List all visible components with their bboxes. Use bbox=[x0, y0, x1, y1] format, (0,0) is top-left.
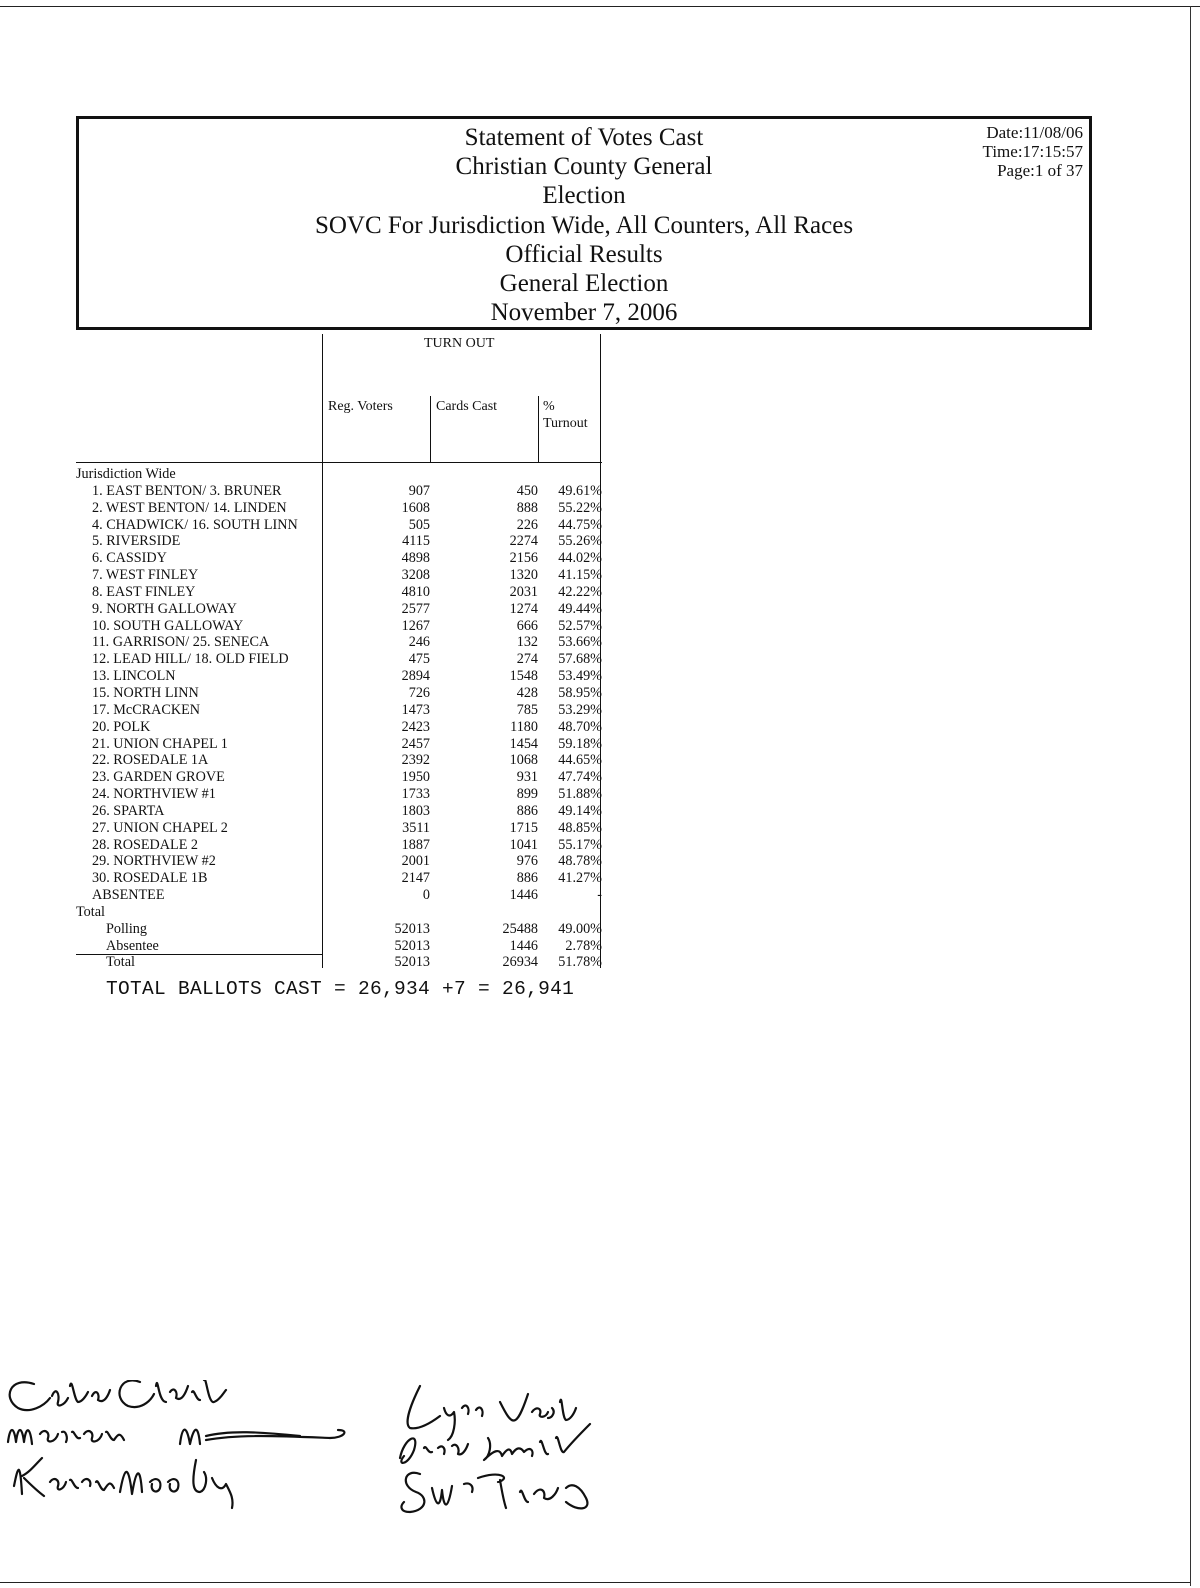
reg-voters-cell: 1733 bbox=[401, 786, 430, 803]
signature-karen bbox=[14, 1458, 233, 1508]
reg-voters-cell: 2577 bbox=[401, 600, 430, 617]
cards-cast-cell: 428 bbox=[516, 684, 538, 701]
table-row bbox=[76, 651, 610, 668]
precinct-name: 21. UNION CHAPEL 1 bbox=[92, 735, 228, 752]
cards-cast-cell: 886 bbox=[516, 870, 538, 887]
cards-cast-cell: 25488 bbox=[502, 920, 538, 937]
table-row bbox=[76, 668, 610, 685]
turnout-cell: 53.66% bbox=[558, 634, 602, 651]
table-row bbox=[76, 533, 610, 550]
precinct-name: 10. SOUTH GALLOWAY bbox=[92, 617, 244, 634]
table-row bbox=[76, 500, 610, 517]
cards-cast-cell: 888 bbox=[516, 499, 538, 516]
precinct-name: 8. EAST FINLEY bbox=[92, 583, 196, 600]
turnout-cell: 55.17% bbox=[558, 836, 602, 853]
turnout-cell: 41.15% bbox=[558, 567, 602, 584]
table-row bbox=[76, 786, 610, 803]
cards-cast-cell: 886 bbox=[516, 802, 538, 819]
totals-row bbox=[76, 921, 610, 938]
precinct-name: 22. ROSEDALE 1A bbox=[92, 752, 209, 769]
divider bbox=[430, 396, 431, 462]
turnout-cell: 57.68% bbox=[558, 651, 602, 668]
turnout-cell: 49.00% bbox=[558, 920, 602, 937]
cards-cast-cell: 666 bbox=[516, 617, 538, 634]
reg-voters-cell: 1267 bbox=[401, 617, 430, 634]
divider bbox=[322, 334, 323, 462]
precinct-name: 29. NORTHVIEW #2 bbox=[92, 853, 216, 870]
table-row bbox=[76, 634, 610, 651]
section-label-row bbox=[76, 466, 610, 483]
turnout-cell: - bbox=[597, 887, 602, 904]
precinct-name: 23. GARDEN GROVE bbox=[92, 769, 225, 786]
report-page: Page:1 of 37 bbox=[997, 161, 1083, 180]
reg-voters-cell: 246 bbox=[408, 634, 430, 651]
precinct-name: Polling bbox=[106, 920, 147, 937]
cards-cast-cell: 1068 bbox=[509, 752, 538, 769]
turnout-cell: 44.75% bbox=[558, 516, 602, 533]
turnout-cell: 49.14% bbox=[558, 802, 602, 819]
turnout-cell: 52.57% bbox=[558, 617, 602, 634]
cards-cast-cell: 899 bbox=[516, 786, 538, 803]
cards-cast-cell: 1446 bbox=[509, 937, 538, 954]
header-rule bbox=[76, 462, 602, 463]
cards-cast-cell: 1320 bbox=[509, 567, 538, 584]
total-ballots-note: TOTAL BALLOTS CAST = 26,934 +7 = 26,941 bbox=[106, 978, 575, 1000]
title-line: SOVC For Jurisdiction Wide, All Counters, All Races bbox=[314, 211, 854, 239]
turnout-cell: 55.22% bbox=[558, 499, 602, 516]
totals-label-row bbox=[76, 904, 610, 921]
title-line: November 7, 2006 bbox=[490, 299, 678, 327]
precinct-name: 12. LEAD HILL/ 18. OLD FIELD bbox=[92, 651, 289, 668]
precinct-name: 6. CASSIDY bbox=[92, 550, 167, 567]
precinct-name: 30. ROSEDALE 1B bbox=[92, 870, 208, 887]
page-right-edge bbox=[1190, 6, 1191, 1586]
cards-cast-cell: 274 bbox=[516, 651, 538, 668]
precinct-name: Absentee bbox=[106, 937, 159, 954]
precinct-name: 2. WEST BENTON/ 14. LINDEN bbox=[92, 499, 287, 516]
turnout-cell: 51.78% bbox=[558, 954, 602, 971]
reg-voters-cell: 907 bbox=[408, 482, 430, 499]
cards-cast-cell: 2274 bbox=[509, 533, 538, 550]
turnout-cell: 49.61% bbox=[558, 482, 602, 499]
page-bottom-edge bbox=[0, 1582, 1190, 1583]
turnout-word-header: Turnout bbox=[543, 416, 588, 431]
cards-cast-cell: 1274 bbox=[509, 600, 538, 617]
table-row bbox=[76, 837, 610, 854]
page-top-edge bbox=[0, 6, 1200, 7]
reg-voters-cell: 1608 bbox=[401, 499, 430, 516]
table-row bbox=[76, 618, 610, 635]
title-line: Statement of Votes Cast bbox=[464, 124, 704, 151]
precinct-name: 1. EAST BENTON/ 3. BRUNER bbox=[92, 482, 282, 499]
report-header bbox=[76, 116, 1092, 330]
signature-carla bbox=[10, 1380, 226, 1410]
table-row bbox=[76, 567, 610, 584]
reg-voters-cell: 1803 bbox=[401, 802, 430, 819]
cards-cast-cell: 785 bbox=[516, 701, 538, 718]
cards-cast-cell: 976 bbox=[516, 853, 538, 870]
reg-voters-cell: 2147 bbox=[401, 870, 430, 887]
reg-voters-cell: 726 bbox=[408, 684, 430, 701]
turnout-cell: 41.27% bbox=[558, 870, 602, 887]
section-label: Jurisdiction Wide bbox=[76, 466, 176, 482]
cards-cast-cell: 2031 bbox=[509, 583, 538, 600]
precinct-name: 28. ROSEDALE 2 bbox=[92, 836, 199, 853]
reg-voters-cell: 505 bbox=[408, 516, 430, 533]
reg-voters-cell: 2423 bbox=[401, 718, 430, 735]
cards-cast-cell: 1180 bbox=[510, 718, 538, 735]
title-line: Election bbox=[542, 182, 626, 210]
table-row bbox=[76, 601, 610, 618]
report-meta bbox=[983, 123, 1083, 180]
precinct-name: 24. NORTHVIEW #1 bbox=[92, 786, 216, 803]
precinct-name: 13. LINCOLN bbox=[92, 668, 176, 685]
cards-cast-cell: 931 bbox=[516, 769, 538, 786]
signature-marian bbox=[8, 1430, 344, 1444]
totals-row bbox=[76, 954, 610, 971]
cards-cast-header: Cards Cast bbox=[436, 399, 498, 414]
cards-cast-cell: 2156 bbox=[509, 550, 538, 567]
precinct-name: 9. NORTH GALLOWAY bbox=[92, 600, 237, 617]
turnout-cell: 48.78% bbox=[558, 853, 602, 870]
reg-voters-cell: 2001 bbox=[401, 853, 430, 870]
reg-voters-cell: 0 bbox=[422, 887, 430, 904]
cards-cast-cell: 1041 bbox=[509, 836, 538, 853]
signature-pine bbox=[402, 1473, 588, 1512]
title-line: Official Results bbox=[505, 240, 663, 268]
table-row bbox=[76, 719, 610, 736]
reg-voters-cell: 2392 bbox=[401, 752, 430, 769]
totals-label: Total bbox=[76, 903, 105, 920]
table-row bbox=[76, 887, 610, 904]
turnout-pct-header: % bbox=[543, 399, 555, 414]
title-line: General Election bbox=[499, 270, 669, 298]
reg-voters-cell: 475 bbox=[408, 651, 430, 668]
table-row bbox=[76, 702, 610, 719]
reg-voters-cell: 52013 bbox=[394, 937, 430, 954]
totals-row bbox=[76, 938, 610, 955]
reg-voters-cell: 4115 bbox=[402, 533, 430, 550]
precinct-name: 17. McCRACKEN bbox=[92, 701, 200, 718]
turnout-cell: 2.78% bbox=[565, 937, 602, 954]
precinct-name: 15. NORTH LINN bbox=[92, 684, 199, 701]
turnout-cell: 53.49% bbox=[558, 668, 602, 685]
table-row bbox=[76, 736, 610, 753]
reg-voters-cell: 3208 bbox=[401, 567, 430, 584]
precinct-name: 5. RIVERSIDE bbox=[92, 533, 181, 550]
reg-voters-header: Reg. Voters bbox=[328, 399, 393, 414]
turnout-cell: 49.44% bbox=[558, 600, 602, 617]
cards-cast-cell: 1454 bbox=[509, 735, 538, 752]
table-body bbox=[76, 466, 610, 971]
turnout-cell: 48.70% bbox=[558, 718, 602, 735]
precinct-name: ABSENTEE bbox=[92, 887, 165, 904]
reg-voters-cell: 1887 bbox=[401, 836, 430, 853]
signatures bbox=[0, 1380, 640, 1580]
turnout-group-label: TURN OUT bbox=[424, 336, 495, 351]
table-row bbox=[76, 870, 610, 887]
reg-voters-cell: 52013 bbox=[394, 954, 430, 971]
precinct-name: 20. POLK bbox=[92, 718, 151, 735]
table-row bbox=[76, 584, 610, 601]
table-row bbox=[76, 820, 610, 837]
report-title bbox=[79, 123, 1089, 327]
turnout-cell: 51.88% bbox=[558, 786, 602, 803]
report-time: Time:17:15:57 bbox=[982, 142, 1083, 161]
precinct-name: 11. GARRISON/ 25. SENECA bbox=[92, 634, 270, 651]
cards-cast-cell: 1446 bbox=[509, 887, 538, 904]
reg-voters-cell: 4810 bbox=[401, 583, 430, 600]
cards-cast-cell: 450 bbox=[516, 482, 538, 499]
report-date: Date:11/08/06 bbox=[986, 123, 1083, 142]
turnout-cell: 59.18% bbox=[558, 735, 602, 752]
total-rule bbox=[76, 954, 322, 955]
reg-voters-cell: 52013 bbox=[394, 920, 430, 937]
table-row bbox=[76, 752, 610, 769]
turnout-cell: 44.02% bbox=[558, 550, 602, 567]
reg-voters-cell: 2894 bbox=[401, 668, 430, 685]
reg-voters-cell: 4898 bbox=[401, 550, 430, 567]
turnout-cell: 53.29% bbox=[558, 701, 602, 718]
reg-voters-cell: 3511 bbox=[402, 819, 430, 836]
divider bbox=[600, 334, 601, 462]
cards-cast-cell: 132 bbox=[516, 634, 538, 651]
turnout-cell: 47.74% bbox=[558, 769, 602, 786]
table-row bbox=[76, 550, 610, 567]
turnout-cell: 58.95% bbox=[558, 684, 602, 701]
precinct-name: 27. UNION CHAPEL 2 bbox=[92, 819, 228, 836]
table-row bbox=[76, 685, 610, 702]
table-row bbox=[76, 853, 610, 870]
table-row bbox=[76, 517, 610, 534]
turnout-cell: 44.65% bbox=[558, 752, 602, 769]
table-row bbox=[76, 803, 610, 820]
cards-cast-cell: 226 bbox=[516, 516, 538, 533]
signature-lisa bbox=[400, 1424, 590, 1463]
reg-voters-cell: 2457 bbox=[401, 735, 430, 752]
cards-cast-cell: 1715 bbox=[509, 819, 538, 836]
signature-lynn bbox=[408, 1386, 576, 1440]
reg-voters-cell: 1473 bbox=[401, 701, 430, 718]
divider bbox=[538, 396, 539, 462]
table-row bbox=[76, 769, 610, 786]
cards-cast-cell: 1548 bbox=[509, 668, 538, 685]
reg-voters-cell: 1950 bbox=[401, 769, 430, 786]
precinct-name: Total bbox=[106, 954, 135, 971]
cards-cast-cell: 26934 bbox=[502, 954, 538, 971]
turnout-cell: 48.85% bbox=[558, 819, 602, 836]
turnout-cell: 55.26% bbox=[558, 533, 602, 550]
precinct-name: 7. WEST FINLEY bbox=[92, 567, 199, 584]
turnout-cell: 42.22% bbox=[558, 583, 602, 600]
precinct-name: 4. CHADWICK/ 16. SOUTH LINN bbox=[92, 516, 298, 533]
precinct-name: 26. SPARTA bbox=[92, 802, 165, 819]
title-line: Christian County General bbox=[455, 153, 713, 181]
table-row bbox=[76, 483, 610, 500]
